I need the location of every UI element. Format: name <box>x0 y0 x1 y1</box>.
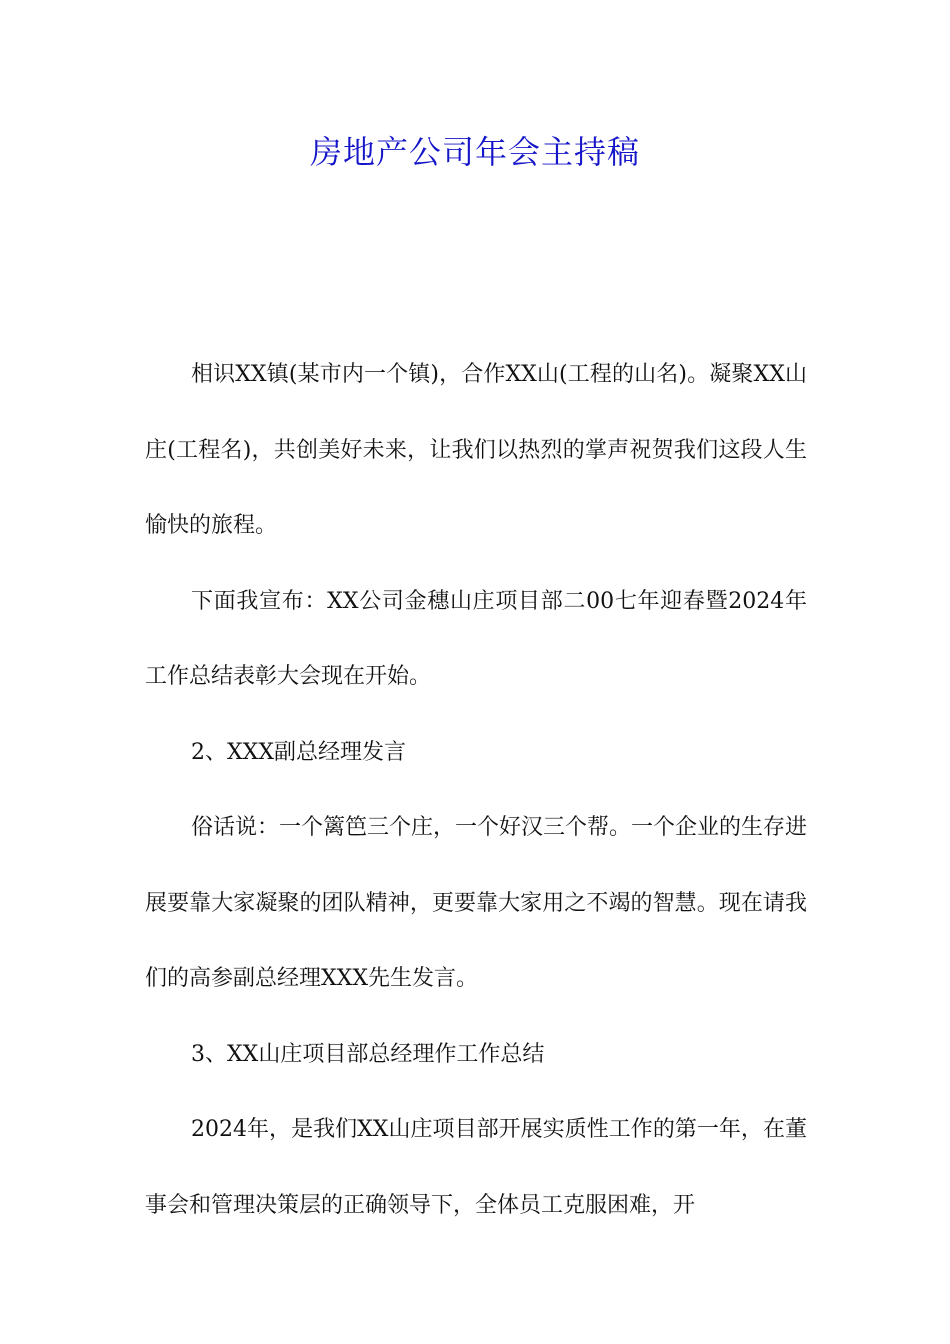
paragraph-proverb: 俗话说：一个篱笆三个庄，一个好汉三个帮。一个企业的生存进展要靠大家凝聚的团队精神，更要靠大家用之不竭的智慧。现在请我们的高参副总经理XXX先生发言。 <box>145 815 808 991</box>
document-body <box>145 337 807 1243</box>
page-title: 房地产公司年会主持稿 <box>309 133 640 171</box>
paragraph-announcement: 下面我宣布：XX公司金穗山庄项目部二00七年迎春暨2024年工作总结表彰大会现在开始。 <box>145 588 807 689</box>
paragraph-intro: 相识XX镇(某市内一个镇)，合作XX山(工程的山名)。凝聚XX山庄(工程名)，共创美好未来，让我们以热烈的掌声祝贺我们这段人生愉快的旅程。 <box>145 362 807 538</box>
section-heading-2: 2、XXX副总经理发言 <box>191 739 406 765</box>
section-heading-3: 3、XX山庄项目部总经理作工作总结 <box>191 1041 545 1067</box>
paragraph-summary: 2024年，是我们XX山庄项目部开展实质性工作的第一年，在董事会和管理决策层的正确领导下，全体员工克服困难，开 <box>145 1117 807 1218</box>
